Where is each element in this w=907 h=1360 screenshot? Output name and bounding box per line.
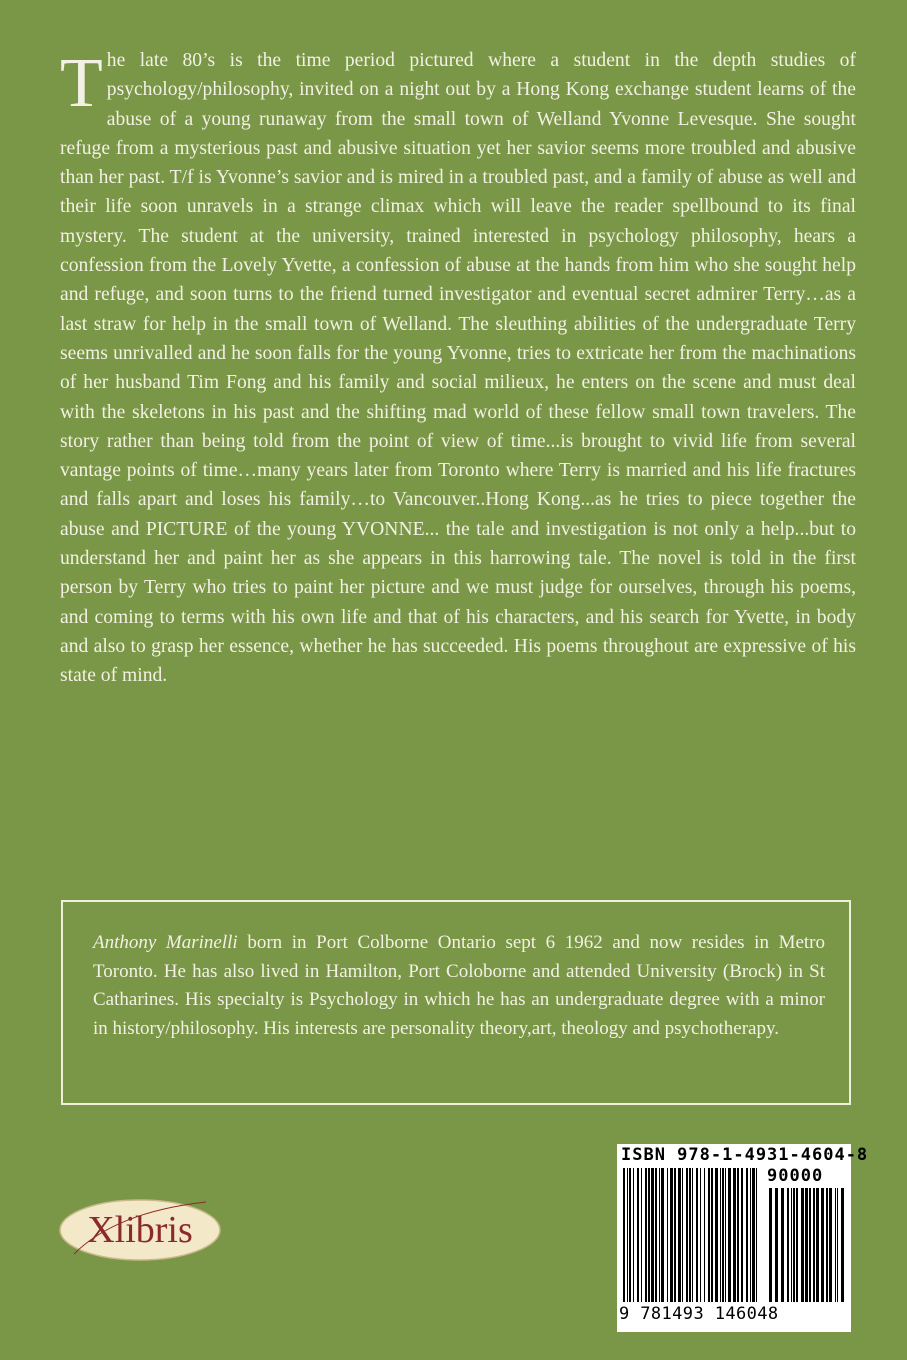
barcode-bar — [627, 1168, 628, 1302]
barcode-bar — [752, 1168, 755, 1302]
barcode-bar — [678, 1168, 681, 1302]
barcode-bar — [722, 1168, 724, 1302]
barcode-bar — [696, 1168, 698, 1302]
xlibris-logo — [56, 1192, 224, 1264]
barcode-bar — [715, 1168, 718, 1302]
barcode-bar — [787, 1188, 789, 1302]
barcode-bar — [720, 1168, 721, 1302]
barcode-bar — [700, 1168, 701, 1302]
barcode-bar — [733, 1168, 736, 1302]
barcode-bar — [648, 1168, 650, 1302]
barcode-bar — [641, 1168, 642, 1302]
barcode-bar — [661, 1168, 664, 1302]
barcode-bar — [728, 1168, 731, 1302]
barcode-bar — [725, 1168, 726, 1302]
barcode-bar — [813, 1188, 815, 1302]
logo-text: Xlibris — [87, 1209, 193, 1251]
barcode-bar — [737, 1168, 739, 1302]
price-code: 90000 — [767, 1166, 824, 1186]
barcode-bar — [816, 1188, 819, 1302]
barcode-bar — [796, 1188, 798, 1302]
barcode-bar — [704, 1168, 705, 1302]
barcode-bar — [793, 1188, 795, 1302]
ean-digits: 9 781493 146048 — [619, 1304, 779, 1324]
barcode-bar — [651, 1168, 654, 1302]
barcode-bar — [667, 1168, 668, 1302]
barcode-bar — [841, 1188, 844, 1302]
barcode-bar — [670, 1168, 673, 1302]
barcode-bar — [791, 1188, 792, 1302]
barcode-bar — [637, 1168, 639, 1302]
barcode-bar — [708, 1168, 710, 1302]
barcode-bar — [805, 1188, 808, 1302]
barcode-bar — [769, 1188, 772, 1302]
barcode-bar — [674, 1168, 676, 1302]
barcode-bar — [837, 1188, 838, 1302]
barcode-bar — [741, 1168, 743, 1302]
barcode-bar — [809, 1188, 811, 1302]
isbn-label: ISBN 978-1-4931-4604-8 — [621, 1145, 869, 1165]
author-bio-box — [61, 900, 851, 1105]
barcode-bar — [829, 1188, 832, 1302]
barcode-bar — [682, 1168, 683, 1302]
barcode-bar — [711, 1168, 713, 1302]
barcode-bar — [801, 1188, 804, 1302]
barcode-bar — [686, 1168, 688, 1302]
barcode-bar — [645, 1168, 647, 1302]
barcode-bar — [835, 1188, 836, 1302]
blurb-text: he late 80’s is the time period pictured where a student in the depth studies of psychology/philosophy, invited on a night out by a Hong Kong exchange student learns of the abuse of a young runaway from the small town of Welland Yvonne Levesque. She sought refuge from a mysterious past and abusive situation yet her savior seems more troubled and abusive than her past. T/f is Yvonne’s savior and is mired in a troubled past, and a family of abuse as well and their life soon unravels in a strange climax which will leave the reader spellbound to its final mystery. The student at the university, trained interested in psychology philosophy, hears a confession from the Lovely Yvette, a confession of abuse at the hands from him who she sought help and refuge, and soon turns to the friend turned investigator and eventual secret admirer Terry…as a last straw for help in the small town of Welland. The sleuthing abilities of the undergraduate Terry seems unrivalled and he soon falls for the young Yvonne, tries to extricate her from the machinations of her husband Tim Fong and his family and social milieux, he enters on the scene and must deal with the skeletons in his past and the shifting mad world of these fellow small town travelers. The story rather than being told from the point of view of time...is brought to vivid life from several vantage points of time…many years later from Toronto where Terry is married and his life fractures and falls apart and loses his family…to Vancouver..Hong Kong...as he tries to piece together the abuse and PICTURE of the young YVONNE... the tale and investigation is not only a help...but to understand her and paint her as she appears in this harrowing tale. The novel is told in the first person by Terry who tries to paint her picture and we must judge for ourselves, through his poems, and coming to terms with his own life and that of his characters, and his search for Yvette, in body and also to grasp her essence, whether he has succeeded. His poems throughout are expressive of his state of mind. — [60, 50, 856, 687]
barcode-bar — [659, 1168, 660, 1302]
author-bio-text: born in Port Colborne Ontario sept 6 1962 and now resides in Metro Toronto. He has also lived in Hamilton, Port Coloborne and attended University (Brock) in St Catharines. His specialty is Psychology in which he has an undergraduate degree with a minor in history/philosophy. His interests are personality theory,art, theology and psychotherapy. — [93, 932, 826, 1039]
barcode-bar — [655, 1168, 657, 1302]
isbn-barcode — [617, 1144, 869, 1332]
barcode-bar — [623, 1168, 625, 1302]
barcode-bar — [746, 1168, 748, 1302]
barcode-bar — [756, 1168, 757, 1302]
barcode-bar — [826, 1188, 828, 1302]
author-bio — [93, 929, 825, 1043]
barcode-bar — [689, 1168, 691, 1302]
barcode-bar — [692, 1168, 693, 1302]
barcode-bar — [775, 1188, 778, 1302]
barcode-bar — [781, 1188, 784, 1302]
barcode-bar — [821, 1188, 824, 1302]
back-cover-blurb — [60, 46, 856, 691]
barcode-bar — [633, 1168, 634, 1302]
author-name: Anthony Marinelli — [93, 932, 238, 953]
barcode-bar — [750, 1168, 751, 1302]
drop-cap: T — [60, 45, 103, 122]
barcode-bar — [629, 1168, 631, 1302]
